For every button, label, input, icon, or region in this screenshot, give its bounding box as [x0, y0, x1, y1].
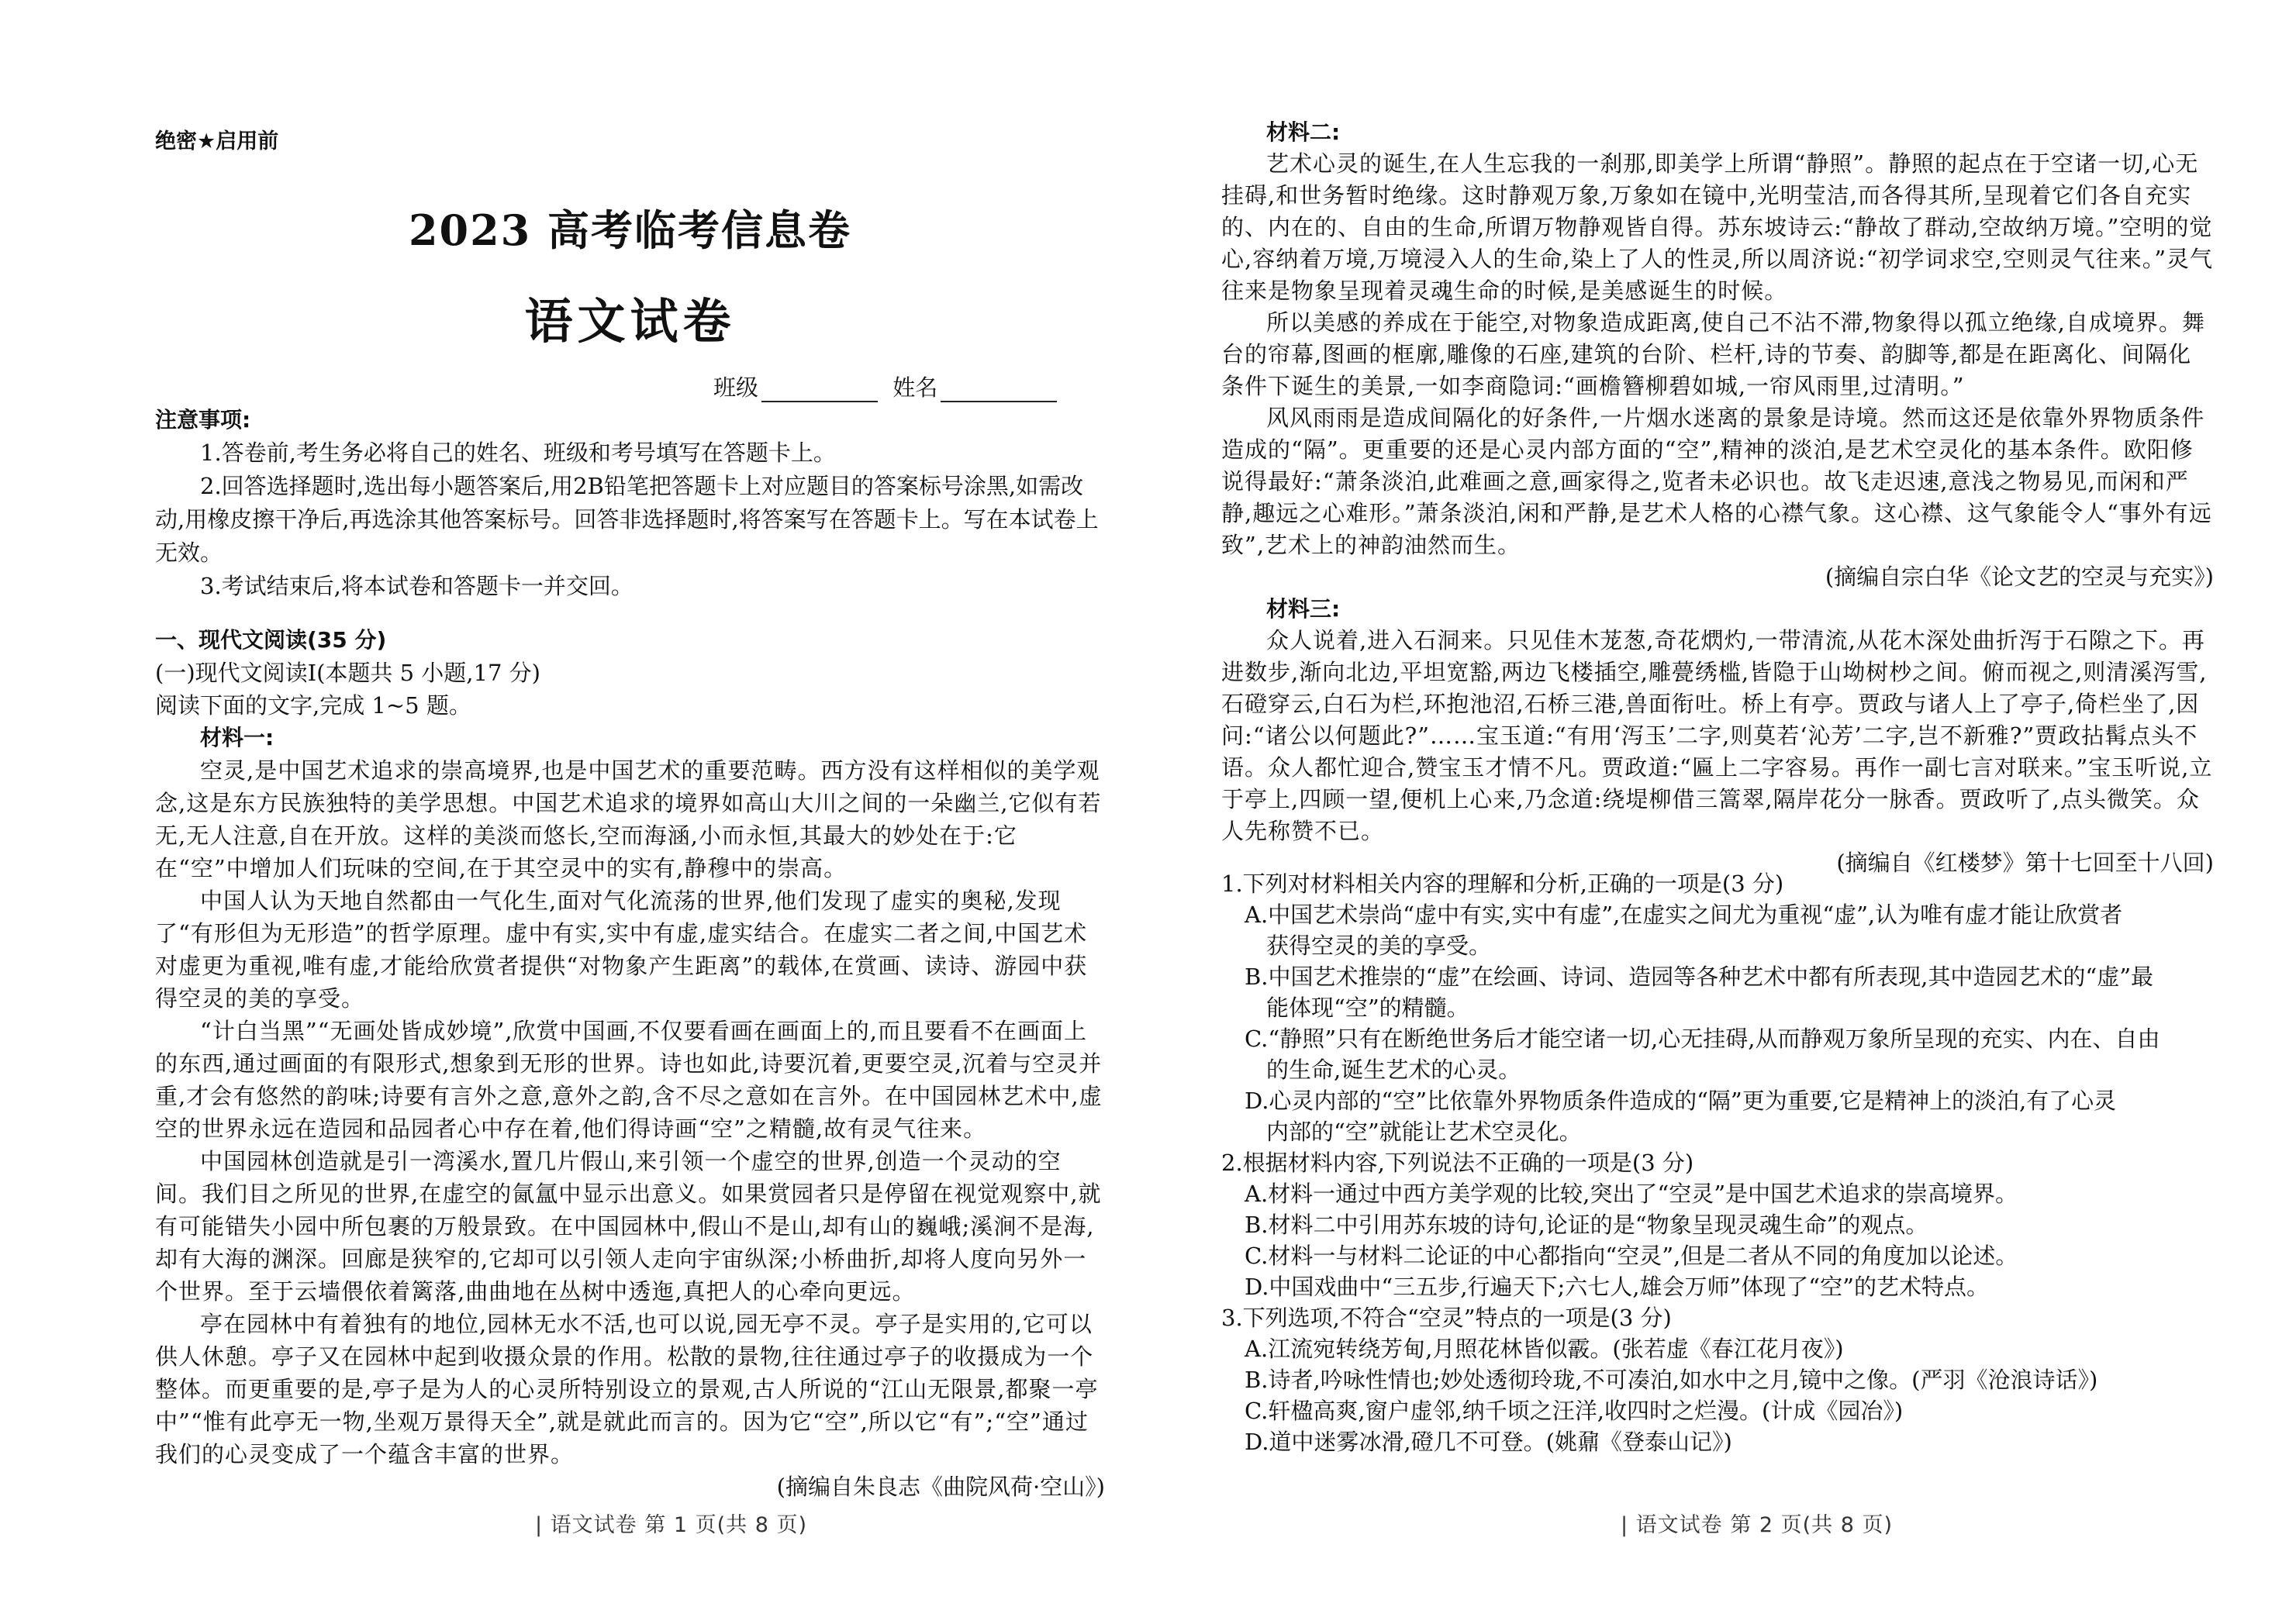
name-blank[interactable]: [941, 381, 1057, 402]
question-stem: 2.根据材料内容,下列说法不正确的一项是(3 分): [1221, 1150, 1694, 1176]
option-d-cont: 内部的“空”就能让艺术空灵化。: [1266, 1119, 1582, 1145]
exam-subtitle: 语文试卷: [524, 293, 736, 350]
name-label: 姓名: [893, 374, 938, 401]
option-c[interactable]: C.轩楹高爽,窗户虚邻,纳千顷之汪洋,收四时之烂漫。(计成《园冶》): [1245, 1398, 1904, 1424]
class-blank[interactable]: [761, 381, 878, 402]
section-heading: 一、现代文阅读(35 分): [155, 627, 387, 653]
exam-title: 2023 高考临考信息卷: [408, 205, 852, 255]
section-instruction: 阅读下面的文字,完成 1~5 题。: [155, 692, 471, 719]
option-d[interactable]: D.心灵内部的“空”比依靠外界物质条件造成的“隔”更为重要,它是精神上的淡泊,有了心灵: [1245, 1088, 2117, 1114]
page-footer: | 语文试卷 第 1 页(共 8 页): [535, 1513, 808, 1537]
material3-source: (摘编自《红楼梦》第十七回至十八回): [1836, 850, 2214, 876]
option-b[interactable]: B.中国艺术推崇的“虚”在绘画、诗词、造园等各种艺术中都有所表现,其中造园艺术的“虚”最: [1245, 964, 2154, 990]
option-a[interactable]: A.中国艺术崇尚“虚中有实,实中有虚”,在虚实之间尤为重视“虚”,认为唯有虚才能让欣赏者: [1245, 902, 2123, 928]
option-b[interactable]: B.诗者,吟咏性情也;妙处透彻玲珑,不可凑泊,如水中之月,镜中之像。(严羽《沧浪诗话》): [1245, 1367, 2098, 1393]
option-d[interactable]: D.中国戏曲中“三五步,行遍天下;六七人,雄会万师”体现了“空”的艺术特点。: [1245, 1274, 1989, 1300]
option-a-cont: 获得空灵的美的享受。: [1266, 933, 1492, 959]
material1-paragraph: “计白当黑”“无画处皆成妙境”,欣赏中国画,不仅要看画在画面上的,而且要看不在画面上的东西,通过画面的有限形式,想象到无形的世界。诗也如此,诗要沉着,更要空灵,沉着与空灵并重,才会有悠然的韵味;诗要有言外之意,意外之韵,含不尽之意如在言外。在中国园林艺术中,虚空的世界永远在造园和品园者心中存在着,他们得诗画“空”之精髓,故有灵气往来。: [155, 1018, 1103, 1142]
material2-paragraph: 所以美感的养成在于能空,对物象造成距离,使自己不沾不滞,物象得以孤立绝缘,自成境界。舞台的帘幕,图画的框廓,雕像的石座,建筑的台阶、栏杆,诗的节奏、韵脚等,都是在距离化、间隔化条件下诞生的美景,一如李商隐词:“画檐簪柳碧如城,一帘风雨里,过清明。”: [1221, 309, 2205, 399]
option-c-cont: 的生命,诞生艺术的心灵。: [1266, 1057, 1521, 1083]
confidential-label: 绝密★启用前: [155, 129, 279, 153]
material1-paragraph: 空灵,是中国艺术追求的崇高境界,也是中国艺术的重要范畴。西方没有这样相似的美学观念,这是东方民族独特的美学思想。中国艺术追求的境界如高山大川之间的一朵幽兰,它似有若无,无人注意,自在开放。这样的美淡而悠长,空而海涵,小而永恒,其最大的妙处在于:它在“空”中增加人们玩味的空间,在于其空灵中的实有,静穆中的崇高。: [155, 757, 1102, 881]
notice-section: [155, 403, 1105, 603]
material1-paragraph: 中国园林创造就是引一湾溪水,置几片假山,来引领一个虚空的世界,创造一个灵动的空间。我们目之所见的世界,在虚空的氤氲中显示出意义。如果赏园者只是停留在视觉观察中,就有可能错失小园中所包裹的万般景致。在中国园林中,假山不是山,却有山的巍峨;溪涧不是海,却有大海的渊深。回廊是狭窄的,它却可以引领人走向宇宙纵深;小桥曲折,却将人度向另外一个世界。至于云墙偎依着篱落,曲曲地在丛树中透迤,真把人的心牵向更远。: [155, 1148, 1102, 1305]
material2-source: (摘编自宗白华《论文艺的空灵与充实》): [1825, 564, 2214, 590]
option-a[interactable]: A.材料一通过中西方美学观的比较,突出了“空灵”是中国艺术追求的崇高境界。: [1245, 1181, 2018, 1207]
materials-section: [1221, 116, 2214, 879]
class-name-line: [713, 371, 1065, 402]
material1-paragraph: 亭在园林中有着独有的地位,园林无水不活,也可以说,园无亭不灵。亭子是实用的,它可以供人休憩。亭子又在园林中起到收摄众景的作用。松散的景物,往往通过亭子的收摄成为一个整体。而更重要的是,亭子是为人的心灵所特别设立的景观,古人所说的“江山无限景,都聚一亭中”“惟有此亭无一物,坐观万景得天全”,就是就此而言的。因为它“空”,所以它“有”;“空”通过我们的心灵变成了一个蕴含丰富的世界。: [155, 1311, 1099, 1467]
material2-heading: 材料二:: [1266, 119, 1341, 145]
question-3: [1221, 1302, 2214, 1457]
material1-heading: 材料一:: [200, 725, 274, 750]
page-footer: | 语文试卷 第 2 页(共 8 页): [1621, 1513, 1894, 1537]
notice-item: 2.回答选择题时,选出每小题答案后,用2B铅笔把答题卡上对应题目的答案标号涂黑,如需改动,用橡皮擦干净后,再选涂其他答案标号。回答非选择题时,将答案写在答题卡上。写在本试卷上无效。: [155, 473, 1099, 566]
questions-section: [1221, 868, 2214, 1457]
option-c[interactable]: C.材料一与材料二论证的中心都指向“空灵”,但是二者从不同的角度加以论述。: [1245, 1243, 2018, 1269]
page-2: [1148, 0, 2296, 1624]
option-b[interactable]: B.材料二中引用苏东坡的诗句,论证的是“物象呈现灵魂生命”的观点。: [1245, 1212, 1928, 1238]
question-stem: 3.下列选项,不符合“空灵”特点的一项是(3 分): [1221, 1305, 1672, 1331]
question-1: [1221, 868, 2214, 1147]
notice-heading: 注意事项:: [155, 407, 251, 433]
option-a[interactable]: A.江流宛转绕芳甸,月照花林皆似霰。(张若虚《春江花月夜》): [1245, 1336, 1844, 1362]
material1-source: (摘编自朱良志《曲院风荷·空山》): [776, 1474, 1105, 1500]
material2-paragraph: 艺术心灵的诞生,在人生忘我的一刹那,即美学上所谓“静照”。静照的起点在于空诸一切,心无挂碍,和世务暂时绝缘。这时静观万象,万象如在镜中,光明莹洁,而各得其所,呈现着它们各自充实的、内在的、自由的生命,所谓万物静观皆自得。苏东坡诗云:“静故了群动,空故纳万境。”空明的觉心,容纳着万境,万境浸入人的生命,染上了人的性灵,所以周济说:“初学词求空,空则灵气往来。”灵气往来是物象呈现着灵魂生命的时候,是美感诞生的时候。: [1221, 150, 2214, 304]
material3-heading: 材料三:: [1266, 596, 1341, 622]
question-2: [1221, 1147, 2214, 1302]
material2-paragraph: 风风雨雨是造成间隔化的好条件,一片烟水迷离的景象是诗境。然而这还是依靠外界物质条件造成的“隔”。更重要的还是心灵内部方面的“空”,精神的淡泊,是艺术空灵化的基本条件。欧阳修说得最好:“萧条淡泊,此难画之意,画家得之,览者未必识也。故飞走迟速,意浅之物易见,而闲和严静,趣远之心难形。”萧条淡泊,闲和严静,是艺术人格的心襟气象。这心襟、这气象能令人“事外有远致”,艺术上的神韵油然而生。: [1221, 405, 2212, 558]
material3-paragraph: 众人说着,进入石洞来。只见佳木茏葱,奇花熌灼,一带清流,从花木深处曲折泻于石隙之下。再进数步,渐向北边,平坦宽豁,两边飞楼插空,雕甍绣槛,皆隐于山坳树杪之间。俯而视之,则清溪泻雪,石磴穿云,白石为栏,环抱池沼,石桥三港,兽面衔吐。桥上有亭。贾政与诸人上了亭子,倚栏坐了,因问:“诸公以何题此?”……宝玉道:“有用‘泻玉’二字,则莫若‘沁芳’二字,岂不新雅?”贾政拈髯点头不语。众人都忙迎合,赞宝玉才情不凡。贾政道:“匾上二字容易。再作一副七言对联来。”宝玉听说,立于亭上,四顾一望,便机上心来,乃念道:绕堤柳借三篙翠,隔岸花分一脉香。贾政听了,点头微笑。众人先称赞不已。: [1221, 627, 2213, 844]
question-stem: 1.下列对材料相关内容的理解和分析,正确的一项是(3 分): [1221, 871, 1784, 897]
reading-section: [155, 624, 1105, 1503]
option-b-cont: 能体现“空”的精髓。: [1266, 995, 1469, 1021]
notice-item: 3.考试结束后,将本试卷和答题卡一并交回。: [200, 573, 634, 599]
notice-item: 1.答卷前,考生务必将自己的姓名、班级和考号填写在答题卡上。: [200, 440, 836, 466]
option-d[interactable]: D.道中迷雾冰滑,磴几不可登。(姚鼐《登泰山记》): [1245, 1429, 1732, 1455]
material1-paragraph: 中国人认为天地自然都由一气化生,面对气化流荡的世界,他们发现了虚实的奥秘,发现了“有形但为无形造”的哲学原理。虚中有实,实中有虚,虚实结合。在虚实二者之间,中国艺术对虚更为重视,唯有虚,才能给欣赏者提供“对物象产生距离”的载体,在赏画、读诗、游园中获得空灵的美的享受。: [155, 888, 1088, 1012]
class-label: 班级: [713, 374, 759, 401]
section-subheading: (一)现代文阅读Ⅰ(本题共 5 小题,17 分): [155, 660, 540, 686]
option-c[interactable]: C.“静照”只有在断绝世务后才能空诸一切,心无挂碍,从而静观万象所呈现的充实、内在、自由: [1245, 1026, 2160, 1052]
